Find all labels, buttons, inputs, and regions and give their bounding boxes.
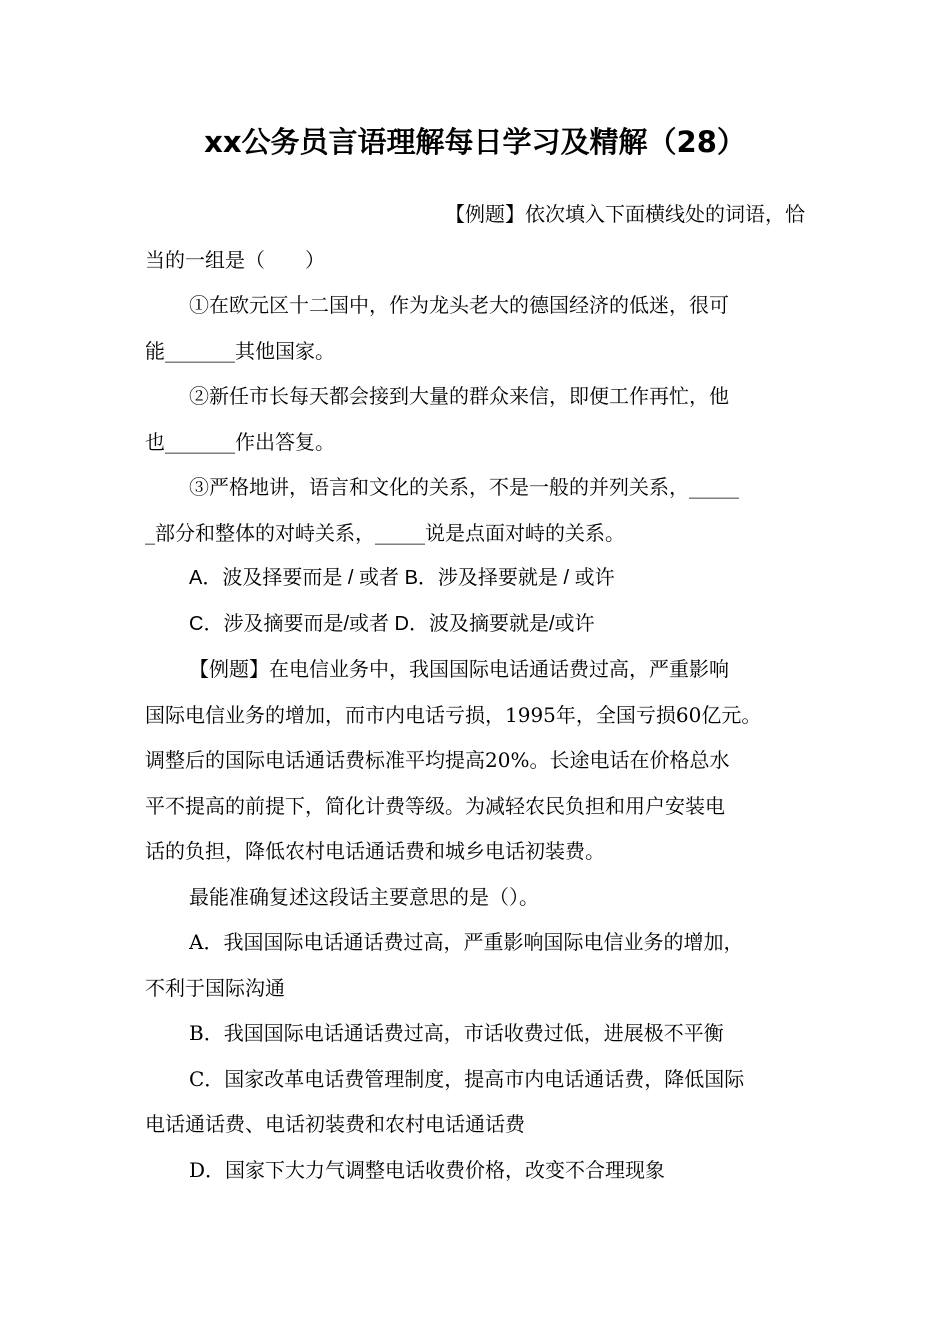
question-2-option-c-line-1: C．国家改革电话费管理制度，提高市内电话通话费，降低国际 — [189, 1066, 745, 1091]
question-2-passage-line-1: 【例题】在电信业务中，我国国际电话通话费过高，严重影响 — [189, 657, 729, 681]
question-1-options-ab: A．波及择要而是 / 或者 B．涉及择要就是 / 或许 — [189, 567, 615, 589]
question-2-option-a-line-1: A．我国国际电话通话费过高，严重影响国际电信业务的增加， — [189, 930, 744, 954]
sentence-3-line-2: _部分和整体的对峙关系，_____说是点面对峙的关系。 — [145, 520, 625, 545]
sentence-2-line-1: ②新任市长每天都会接到大量的群众来信，即便工作再忙，他 — [189, 384, 729, 408]
page-title: xx公务员言语理解每日学习及精解（28） — [204, 125, 746, 159]
question-2-passage-line-5: 话的负担，降低农村电话通话费和城乡电话初装费。 — [145, 839, 605, 863]
question-2-option-b: B．我国国际电话通话费过高，市话收费过低，进展极不平衡 — [189, 1021, 724, 1045]
sentence-3-line-1: ③严格地讲，语言和文化的关系，不是一般的并列关系，_____ — [189, 475, 739, 499]
document-body — [145, 192, 805, 1193]
question-1-options-cd: C．涉及摘要而是/或者 D．波及摘要就是/或许 — [189, 612, 595, 635]
question-2-passage-line-4: 平不提高的前提下，简化计费等级。为减轻农民负担和用户安装电 — [145, 793, 725, 818]
sentence-1-line-2: 能_______其他国家。 — [145, 338, 335, 363]
question-2-option-a-line-2: 不利于国际沟通 — [145, 975, 285, 1000]
question-2-prompt: 最能准确复述这段话主要意思的是（）。 — [189, 884, 539, 909]
question-1-stem-line-1: 【例题】依次填入下面横线处的词语，恰 — [445, 202, 805, 226]
question-1-stem-line-2: 当的一组是（ ） — [145, 247, 325, 272]
question-2-option-d: D．国家下大力气调整电话收费价格，改变不合理现象 — [189, 1157, 666, 1182]
question-2-passage-line-2: 国际电信业务的增加，而市内电话亏损，1995年，全国亏损60亿元。 — [145, 702, 762, 727]
question-2-passage-line-3: 调整后的国际电话通话费标准平均提高20%。长途电话在价格总水 — [145, 748, 730, 772]
sentence-2-line-2: 也_______作出答复。 — [145, 429, 335, 454]
sentence-1-line-1: ①在欧元区十二国中，作为龙头老大的德国经济的低迷，很可 — [189, 293, 729, 317]
question-2-option-c-line-2: 电话通话费、电话初装费和农村电话通话费 — [145, 1112, 525, 1136]
